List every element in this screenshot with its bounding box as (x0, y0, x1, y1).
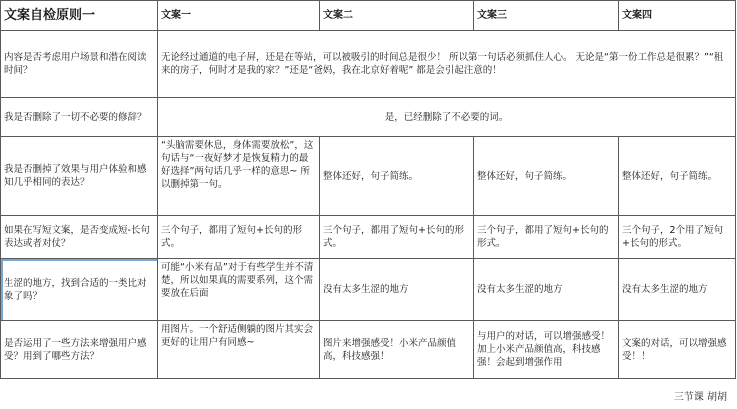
copy-4-cell[interactable]: 文案的对话，可以增强感受！！ (619, 321, 736, 379)
row-question-cell[interactable]: 我是否删除了一切不必要的修辞？ (1, 98, 158, 137)
copy-3-cell[interactable]: 没有太多生涩的地方 (474, 259, 619, 321)
header-copy-2[interactable]: 文案二 (320, 1, 474, 31)
copy-2-cell[interactable]: 整体还好，句子简练。 (320, 137, 474, 216)
copy-2-cell[interactable]: 图片来增强感受！小米产品颜值高，科技感强！ (320, 321, 474, 379)
table-row (1, 216, 736, 259)
copy-4-cell[interactable]: 三个句子，2个用了短句+长句的形式。 (619, 216, 736, 259)
table-row (1, 31, 736, 98)
table-row (1, 98, 736, 137)
header-row (1, 1, 736, 31)
copy-1-cell[interactable]: “头脑需要休息，身体需要放松”，这句话与“一夜好梦才是恢复精力的最好选择”两句话几乎一样的意思~ 所以删掉第一句。 (158, 137, 320, 216)
copy-1-cell[interactable]: 可能“小米有品”对于有些学生并不清楚，所以如果真的需要系列，这个需要放在后面 (158, 259, 320, 321)
table-row (1, 259, 736, 321)
copy-3-cell[interactable]: 与用户的对话，可以增强感受！加上小米产品颜值高，科技感强！会起到增强作用 (474, 321, 619, 379)
copy-4-cell[interactable]: 整体还好，句子简练。 (619, 137, 736, 216)
row-question-cell[interactable]: 是否运用了一些方法来增强用户感受？用到了哪些方法？ (1, 321, 158, 379)
header-copy-1[interactable]: 文案一 (158, 1, 320, 31)
header-principle[interactable]: 文案自检原则一 (1, 1, 158, 31)
copy-1-cell[interactable]: 用图片。一个舒适侧躺的图片其实会更好的让用户有同感~ (158, 321, 320, 379)
copy-2-cell[interactable]: 没有太多生涩的地方 (320, 259, 474, 321)
merged-answer-cell[interactable]: 是，已经删除了不必要的词。 (158, 98, 736, 137)
copy-4-cell[interactable]: 没有太多生涩的地方 (619, 259, 736, 321)
header-copy-4[interactable]: 文案四 (619, 1, 736, 31)
merged-answer-cell[interactable]: 无论经过通道的电子屏，还是在等站，可以被吸引的时间总是很少！ 所以第一句话必须抓住人心。 无论是“第一份工作总是很累？”“租来的房子，何时才是我的家？”还是“爸妈，我在北京好着呢” 都是会引起注意的！ (158, 31, 736, 98)
copy-3-cell[interactable]: 三个句子，都用了短句+长句的形式。 (474, 216, 619, 259)
table-row (1, 137, 736, 216)
copy-1-cell[interactable]: 三个句子，都用了短句+长句的形式。 (158, 216, 320, 259)
header-copy-3[interactable]: 文案三 (474, 1, 619, 31)
author-credit: 三节课 胡胡 (673, 392, 727, 403)
row-question-cell[interactable]: 如果在写短文案，是否变成短-长句表达或者对仗？ (1, 216, 158, 259)
copy-3-cell[interactable]: 整体还好，句子简练。 (474, 137, 619, 216)
table-row (1, 321, 736, 379)
row-question-cell[interactable]: 我是否删掉了效果与用户体验和感知几乎相同的表达？ (1, 137, 158, 216)
copy-2-cell[interactable]: 三个句子，都用了短句+长句的形式。 (320, 216, 474, 259)
row-question-cell[interactable]: 生涩的地方，找到合适的一类比对象了吗？ (1, 259, 158, 321)
row-question-cell[interactable]: 内容是否考虑用户场景和潜在阅读时间？ (1, 31, 158, 98)
